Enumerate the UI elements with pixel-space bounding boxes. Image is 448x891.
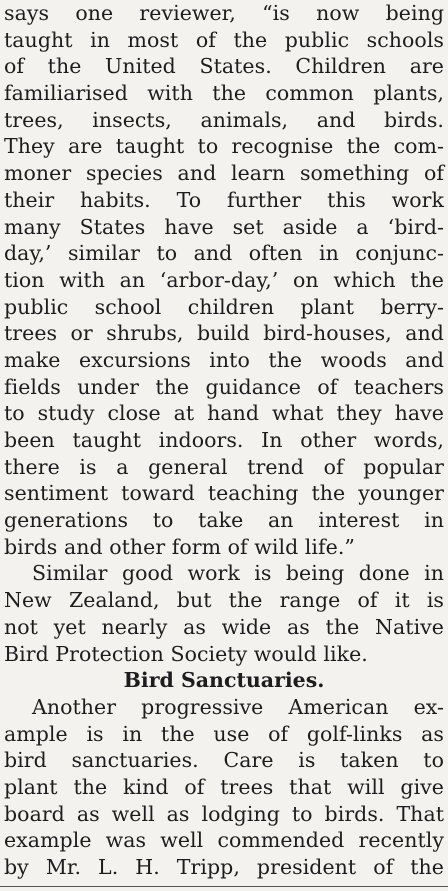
text-line: by Mr. L. H. Tripp, president of the <box>4 855 444 879</box>
text-line: trees or shrubs, build bird-houses, and <box>4 321 444 346</box>
text-line: example was well commended recently <box>4 828 444 853</box>
text-line: tion with an ‘arbor-day,’ on which the <box>4 267 444 292</box>
text-line: generations to take an interest in <box>4 508 444 533</box>
text-line: familiarised with the common plants, <box>4 81 444 106</box>
text-line: day,’ similar to and often in conjunc- <box>4 241 444 266</box>
paragraph <box>4 560 444 667</box>
text-line: Another progressive American ex- <box>32 694 444 719</box>
section-heading: Bird Sanctuaries. <box>123 668 325 693</box>
text-line: Similar good work is being done in <box>32 561 444 586</box>
text-line: public school children plant berry- <box>4 294 444 319</box>
text-line: there is a general trend of popular <box>4 454 444 479</box>
article-column <box>4 0 444 881</box>
text-line: moner species and learn something of <box>4 161 444 186</box>
column-divider <box>0 886 448 887</box>
paragraph <box>4 0 444 560</box>
text-line: trees, insects, animals, and birds. <box>4 107 444 132</box>
text-line: plant the kind of trees that will give <box>4 774 444 799</box>
text-line: not yet nearly as wide as the Native <box>4 614 444 639</box>
text-line: says one reviewer, “is now being <box>4 1 444 25</box>
text-line: birds and other form of wild life.” <box>4 534 355 559</box>
text-line: their habits. To further this work <box>4 187 444 212</box>
text-line: fields under the guidance of teachers <box>4 374 444 399</box>
text-line: many States have set aside a ‘bird- <box>4 214 444 239</box>
text-line: of the United States. Children are <box>4 54 444 79</box>
text-line: New Zealand, but the range of it is <box>4 588 444 613</box>
text-line: board as well as lodging to birds. That <box>4 801 444 826</box>
text-line: ample is in the use of golf-links as <box>4 721 444 746</box>
text-line: make excursions into the woods and <box>4 347 444 372</box>
text-line: sentiment toward teaching the younger <box>4 481 444 506</box>
text-line: to study close at hand what they have <box>4 401 444 426</box>
text-line: Bird Protection Society would like. <box>4 641 368 666</box>
text-line: They are taught to recognise the com- <box>4 134 444 159</box>
paragraph <box>4 694 444 881</box>
text-line: bird sanctuaries. Care is taken to <box>4 748 444 773</box>
text-line: been taught indoors. In other words, <box>4 428 444 452</box>
text-line: taught in most of the public schools <box>4 27 444 52</box>
